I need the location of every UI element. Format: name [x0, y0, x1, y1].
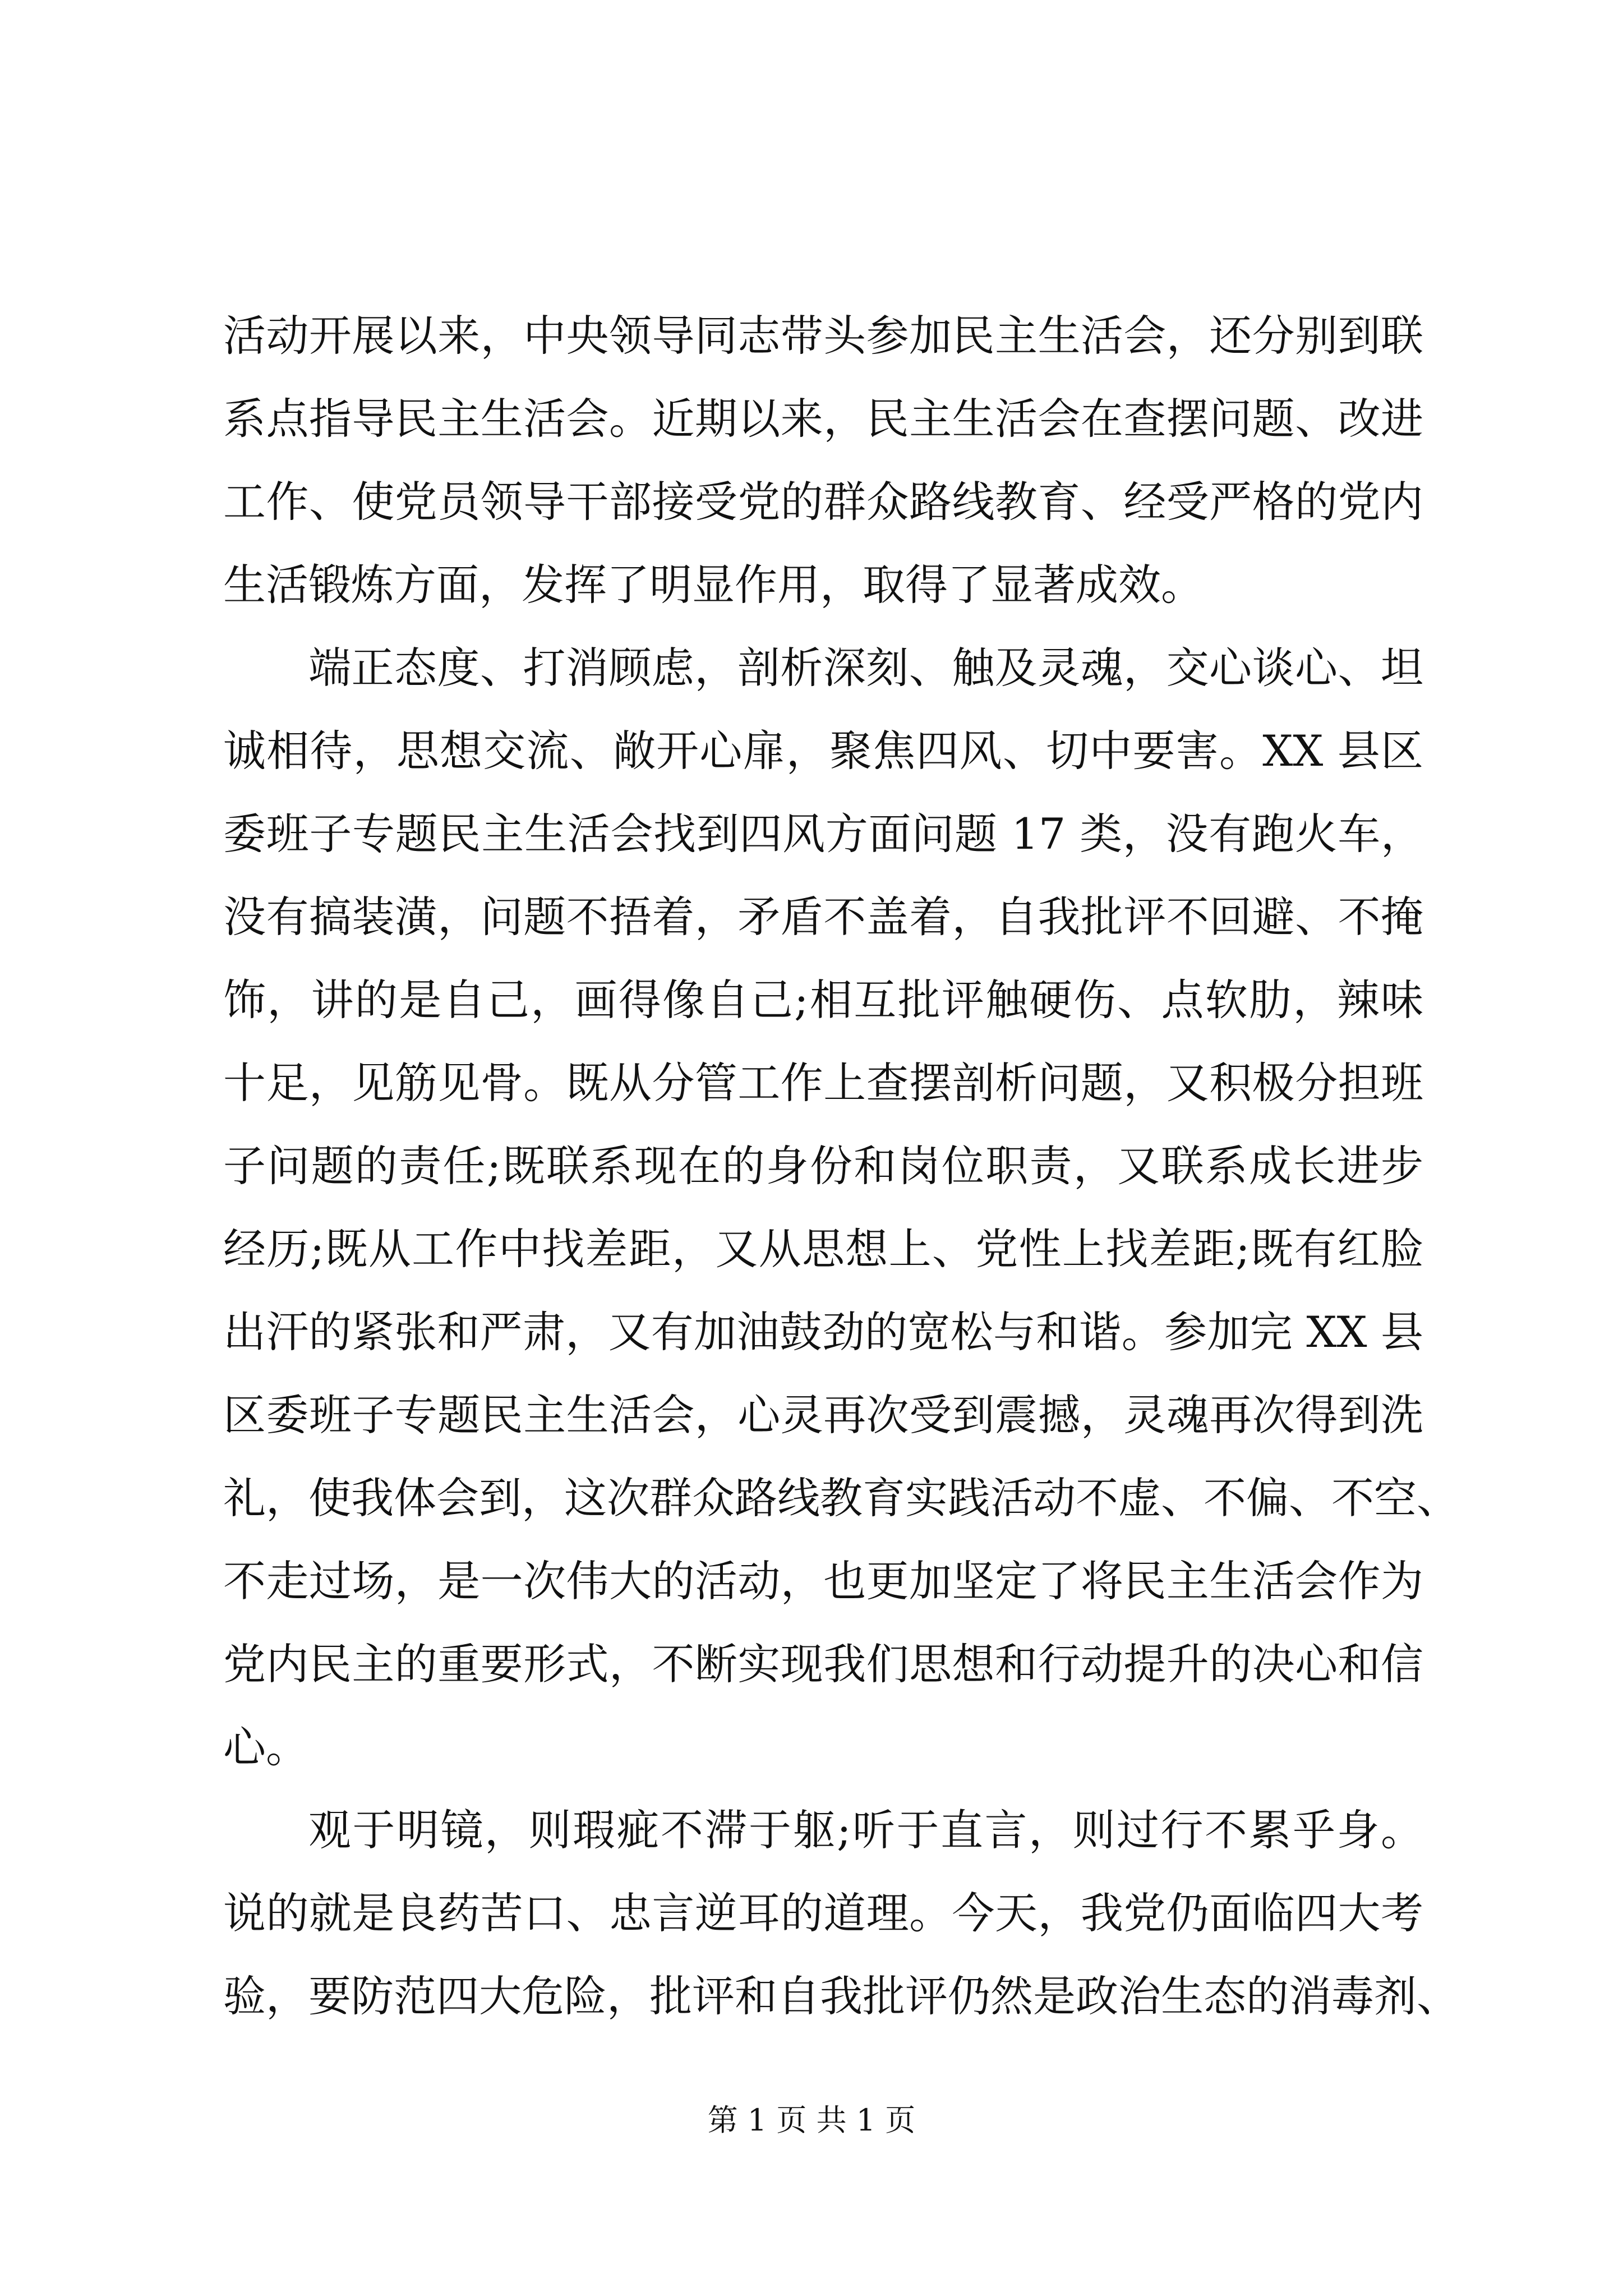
paragraph-first-line: 端正态度、打消顾虑，剖析深刻、触及灵魂，交心谈心、坦: [308, 643, 1423, 693]
text-line: 验，要防范四大危险，批评和自我批评仍然是政治生态的消毒剂、: [223, 1971, 1459, 2021]
text-line: 经历;既从工作中找差距，又从思想上、党性上找差距;既有红脸: [223, 1224, 1423, 1274]
text-line: 子问题的责任;既联系现在的身份和岗位职责，又联系成长进步: [223, 1141, 1423, 1191]
text-line: 不走过场，是一次伟大的活动，也更加坚定了将民主生活会作为: [223, 1556, 1423, 1606]
text-line: 礼，使我体会到，这次群众路线教育实践活动不虚、不偏、不空、: [223, 1473, 1459, 1523]
paragraph-first-line: 观于明镜，则瑕疵不滞于躯;听于直言，则过行不累乎身。: [308, 1805, 1423, 1855]
text-line: 活动开展以来，中央领导同志带头参加民主生活会，还分别到联: [223, 311, 1423, 361]
text-line: 党内民主的重要形式，不断实现我们思想和行动提升的决心和信: [223, 1639, 1423, 1689]
text-line: 诚相待，思想交流、敞开心扉，聚焦四风、切中要害。XX 县区: [223, 726, 1423, 776]
text-line: 说的就是良药苦口、忠言逆耳的道理。今天，我党仍面临四大考: [223, 1888, 1423, 1938]
text-line: 生活锻炼方面，发挥了明显作用，取得了显著成效。: [223, 560, 1204, 610]
document-body: [223, 295, 1459, 2038]
text-line: 区委班子专题民主生活会，心灵再次受到震撼，灵魂再次得到洗: [223, 1390, 1423, 1440]
text-line: 工作、使党员领导干部接受党的群众路线教育、经受严格的党内: [223, 477, 1423, 527]
text-line: 没有搞装潢，问题不捂着，矛盾不盖着，自我批评不回避、不掩: [223, 892, 1423, 942]
text-line: 饰，讲的是自己，画得像自己;相互批评触硬伤、点软肋，辣味: [223, 975, 1423, 1025]
text-line: 心。: [223, 1722, 308, 1772]
page-number-footer: 第 1 页 共 1 页: [707, 2102, 916, 2138]
text-line: 十足，见筋见骨。既从分管工作上查摆剖析问题，又积极分担班: [223, 1058, 1423, 1108]
text-line: 出汗的紧张和严肃，又有加油鼓劲的宽松与和谐。参加完 XX 县: [223, 1307, 1423, 1357]
text-line: 系点指导民主生活会。近期以来，民主生活会在查摆问题、改进: [223, 394, 1423, 444]
text-line: 委班子专题民主生活会找到四风方面问题 17 类，没有跑火车，: [223, 809, 1423, 859]
